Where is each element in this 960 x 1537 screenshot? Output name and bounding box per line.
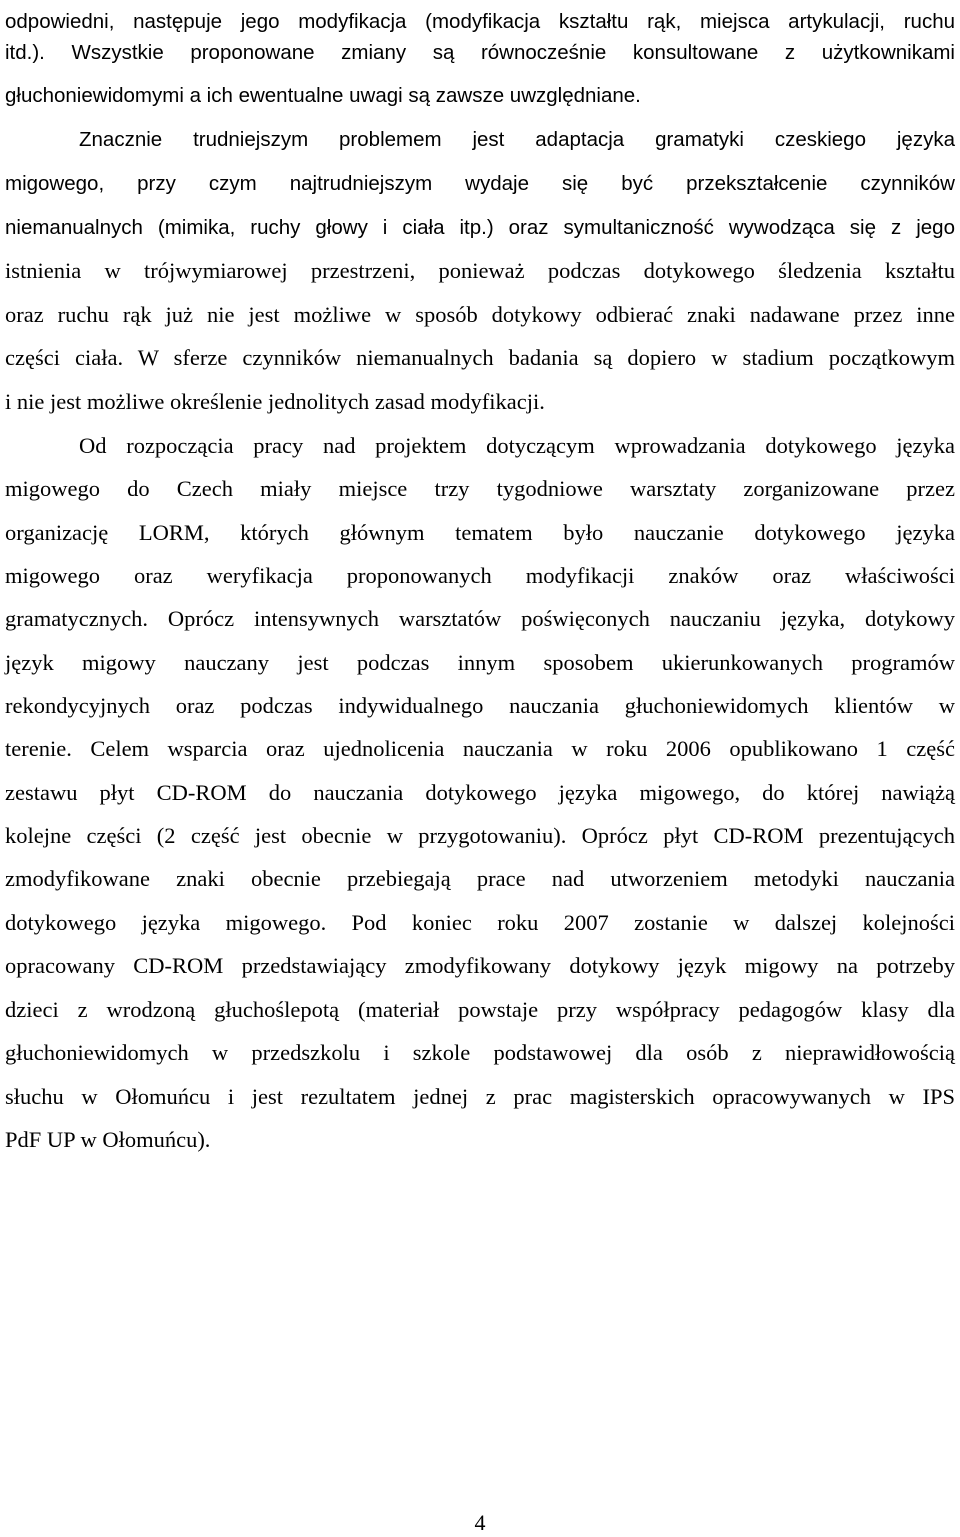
paragraph-3-line-2: migowego do Czech miały miejsce trzy tygodniowe warsztaty zorganizowane przez bbox=[5, 476, 955, 501]
paragraph-3-line-10: kolejne części (2 część jest obecnie w przygotowaniu). Oprócz płyt CD-ROM prezentujących bbox=[5, 823, 955, 848]
paragraph-3-line-13: opracowany CD-ROM przedstawiający zmodyfikowany dotykowy język migowy na potrzeby bbox=[5, 953, 955, 978]
paragraph-3-line-9: zestawu płyt CD-ROM do nauczania dotykowego języka migowego, do której nawiążą bbox=[5, 780, 955, 805]
paragraph-2-line-6: części ciała. W sferze czynników niemanualnych badania są dopiero w stadium początkowym bbox=[5, 345, 955, 370]
paragraph-2-line-4: istnienia w trójwymiarowej przestrzeni, ponieważ podczas dotykowego śledzenia kształtu bbox=[5, 258, 955, 283]
paragraph-2-line-1: Znacznie trudniejszym problemem jest adaptacja gramatyki czeskiego języka bbox=[79, 128, 955, 151]
paragraph-3-line-8: terenie. Celem wsparcia oraz ujednolicenia nauczania w roku 2006 opublikowano 1 część bbox=[5, 736, 955, 761]
paragraph-3-line-12: dotykowego języka migowego. Pod koniec roku 2007 zostanie w dalszej kolejności bbox=[5, 910, 955, 935]
paragraph-3-line-17: PdF UP w Ołomuńcu). bbox=[5, 1127, 211, 1152]
paragraph-2-line-5: oraz ruchu rąk już nie jest możliwe w sposób dotykowy odbierać znaki nadawane przez inne bbox=[5, 302, 955, 327]
paragraph-2-line-3: niemanualnych (mimika, ruchy głowy i ciała itp.) oraz symultaniczność wywodząca się z jego bbox=[5, 216, 955, 239]
paragraph-3-line-15: głuchoniewidomych w przedszkolu i szkole podstawowej dla osób z nieprawidłowością bbox=[5, 1040, 955, 1065]
paragraph-3-line-16: słuchu w Ołomuńcu i jest rezultatem jednej z prac magisterskich opracowywanych w IPS bbox=[5, 1084, 955, 1109]
paragraph-3-line-1: Od rozpoczącia pracy nad projektem dotyczącym wprowadzania dotykowego języka bbox=[79, 433, 955, 458]
paragraph-3-line-6: język migowy nauczany jest podczas innym sposobem ukierunkowanych programów bbox=[5, 650, 955, 675]
paragraph-3-line-14: dzieci z wrodzoną głuchoślepotą (materiał powstaje przy współpracy pedagogów klasy dla bbox=[5, 997, 955, 1022]
paragraph-1-line-2: itd.). Wszystkie proponowane zmiany są równocześnie konsultowane z użytkownikami bbox=[5, 41, 955, 64]
paragraph-1-line-3: głuchoniewidomymi a ich ewentualne uwagi są zawsze uwzględniane. bbox=[5, 84, 641, 107]
paragraph-1-line-1: odpowiedni, następuje jego modyfikacja (modyfikacja kształtu rąk, miejsca artykulacji, ruchu bbox=[5, 10, 955, 33]
paragraph-3-line-5: gramatycznych. Oprócz intensywnych warsztatów poświęconych nauczaniu języka, dotykowy bbox=[5, 606, 955, 631]
paragraph-3-line-4: migowego oraz weryfikacja proponowanych modyfikacji znaków oraz właściwości bbox=[5, 563, 955, 588]
paragraph-2-line-2: migowego, przy czym najtrudniejszym wydaje się być przekształcenie czynników bbox=[5, 172, 955, 195]
paragraph-3-line-11: zmodyfikowane znaki obecnie przebiegają prace nad utworzeniem metodyki nauczania bbox=[5, 866, 955, 891]
paragraph-2-line-7: i nie jest możliwe określenie jednolitych zasad modyfikacji. bbox=[5, 389, 545, 414]
page-number: 4 bbox=[474, 1510, 486, 1535]
paragraph-3-line-3: organizację LORM, których głównym tematem było nauczanie dotykowego języka bbox=[5, 520, 955, 545]
paragraph-3-line-7: rekondycyjnych oraz podczas indywidualnego nauczania głuchoniewidomych klientów w bbox=[5, 693, 955, 718]
